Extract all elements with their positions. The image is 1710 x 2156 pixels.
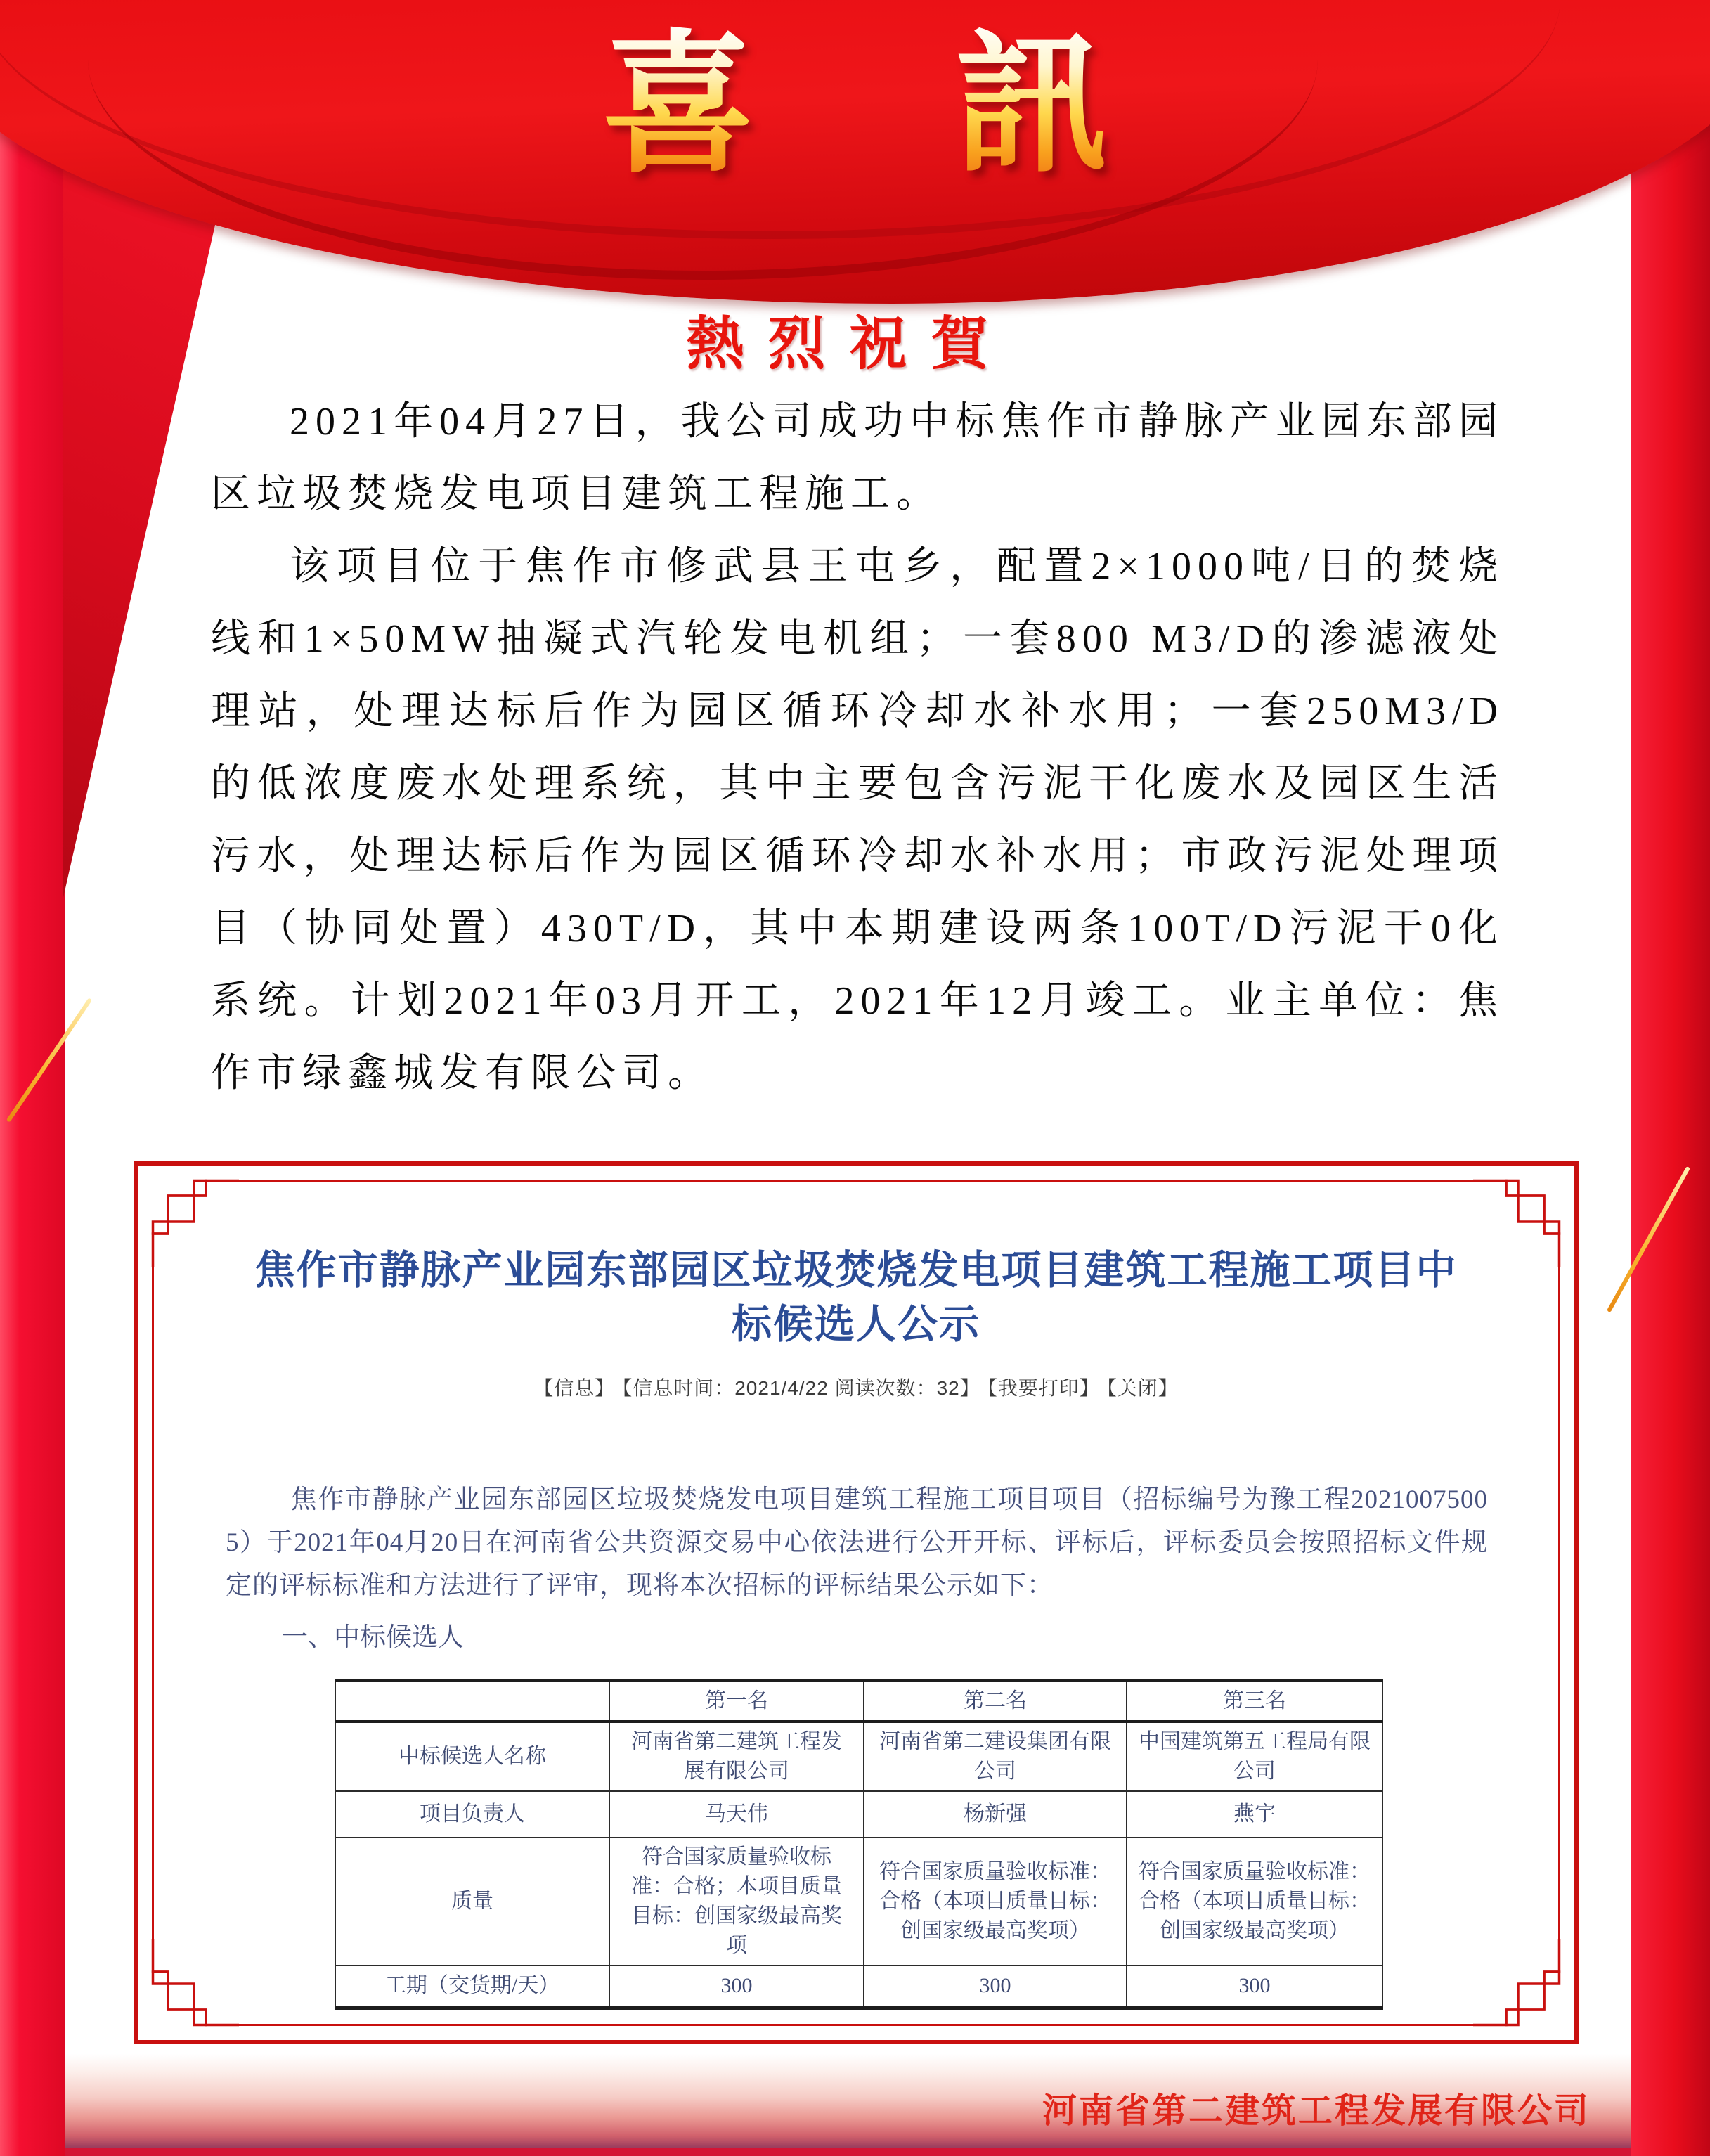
table-cell: 符合国家质量验收标准：合格（本项目质量目标：创国家级最高奖项） bbox=[864, 1838, 1127, 1965]
footer-company-name: 河南省第二建筑工程发展有限公司 bbox=[1042, 2091, 1591, 2130]
body-paragraph-2: 该项目位于焦作市修武县王屯乡，配置2×1000吨/日的焚烧线和1×50MW抽凝式汽轮发电机组；一套800 M3/D的渗滤液处理站，处理达标后作为园区循环冷却水补水用；一套250M3/D的低浓度废水处理系统，其中主要包含污泥干化废水及园区生活污水，处理达标后作为园区循环冷却水补水用；市政污泥处理项目（协同处置）430T/D，其中本期建设两条100T/D污泥干0化系统。计划2021年03月开工，2021年12月竣工。业主单位：焦作市绿鑫城发有限公司。 bbox=[211, 545, 1504, 1095]
table-cell: 河南省第二建筑工程发展有限公司 bbox=[609, 1722, 864, 1791]
table-cell: 燕宇 bbox=[1127, 1791, 1382, 1838]
row-label: 项目负责人 bbox=[335, 1791, 609, 1838]
table-cell: 300 bbox=[609, 1965, 864, 2008]
banner-char-xun: 訊 bbox=[955, 14, 1108, 194]
meta-time-label: 【信息时间：2021/4/22 阅读次数：32】 bbox=[622, 1377, 980, 1399]
table-header-second: 第二名 bbox=[864, 1681, 1127, 1722]
table-header-empty bbox=[335, 1681, 609, 1722]
banner-title bbox=[0, 14, 1710, 194]
left-ribbon-fold bbox=[63, 144, 233, 898]
notice-meta-bar bbox=[154, 1373, 1558, 1401]
banner-char-xi: 喜 bbox=[602, 14, 755, 194]
footer bbox=[65, 2054, 1631, 2156]
table-cell: 300 bbox=[864, 1965, 1127, 2008]
table-row bbox=[335, 1791, 1382, 1838]
table-cell: 马天伟 bbox=[609, 1791, 864, 1838]
table-row bbox=[335, 1965, 1382, 2008]
notice-content bbox=[154, 1182, 1558, 2024]
body-paragraph-1: 2021年04月27日，我公司成功中标焦作市静脉产业园东部园区垃圾焚烧发电项目建筑工程施工。 bbox=[211, 400, 1504, 516]
notice-title: 焦作市静脉产业园东部园区垃圾焚烧发电项目建筑工程施工项目中标候选人公示 bbox=[254, 1248, 1458, 1347]
footer-bottom-strip bbox=[65, 2148, 1631, 2156]
row-label: 质量 bbox=[335, 1838, 609, 1965]
right-red-band bbox=[1631, 0, 1710, 2156]
table-header-row bbox=[335, 1681, 1382, 1722]
table-cell: 杨新强 bbox=[864, 1791, 1127, 1838]
left-red-band bbox=[0, 0, 65, 2156]
congrats-heading: 熱烈祝賀 bbox=[686, 310, 1013, 377]
notice-paragraph: 焦作市静脉产业园东部园区垃圾焚烧发电项目建筑工程施工项目项目（招标编号为豫工程20210075005）于2021年04月20日在河南省公共资源交易中心依法进行公开开标、评标后，评标委员会按照招标文件规定的评标标准和方法进行了评审，现将本次招标的评标结果公示如下： bbox=[226, 1485, 1488, 1600]
row-label: 中标候选人名称 bbox=[335, 1722, 609, 1791]
table-cell: 符合国家质量验收标准：合格；本项目质量目标：创国家级最高奖项 bbox=[609, 1838, 864, 1965]
table-header-first: 第一名 bbox=[609, 1681, 864, 1722]
meta-print-link[interactable]: 【我要打印】 bbox=[987, 1377, 1100, 1399]
notice-frame bbox=[134, 1161, 1579, 2044]
bid-candidates-table bbox=[335, 1679, 1383, 2010]
frame-inner-border-bottom bbox=[239, 2024, 1473, 2026]
table-cell: 符合国家质量验收标准：合格（本项目质量目标：创国家级最高奖项） bbox=[1127, 1838, 1382, 1965]
table-header-third: 第三名 bbox=[1127, 1681, 1382, 1722]
meta-info-label: 【信息】 bbox=[533, 1377, 616, 1399]
table-row bbox=[335, 1838, 1382, 1965]
row-label: 工期（交货期/天） bbox=[335, 1965, 609, 2008]
announcement-body bbox=[211, 386, 1504, 1110]
frame-inner-border-right bbox=[1558, 1267, 1560, 1939]
notice-section-heading: 一、中标候选人 bbox=[282, 1623, 464, 1652]
table-cell: 河南省第二建设集团有限公司 bbox=[864, 1722, 1127, 1791]
table-row bbox=[335, 1722, 1382, 1791]
table-cell: 中国建筑第五工程局有限公司 bbox=[1127, 1722, 1382, 1791]
table-cell: 300 bbox=[1127, 1965, 1382, 2008]
meta-close-link[interactable]: 【关闭】 bbox=[1106, 1377, 1179, 1399]
